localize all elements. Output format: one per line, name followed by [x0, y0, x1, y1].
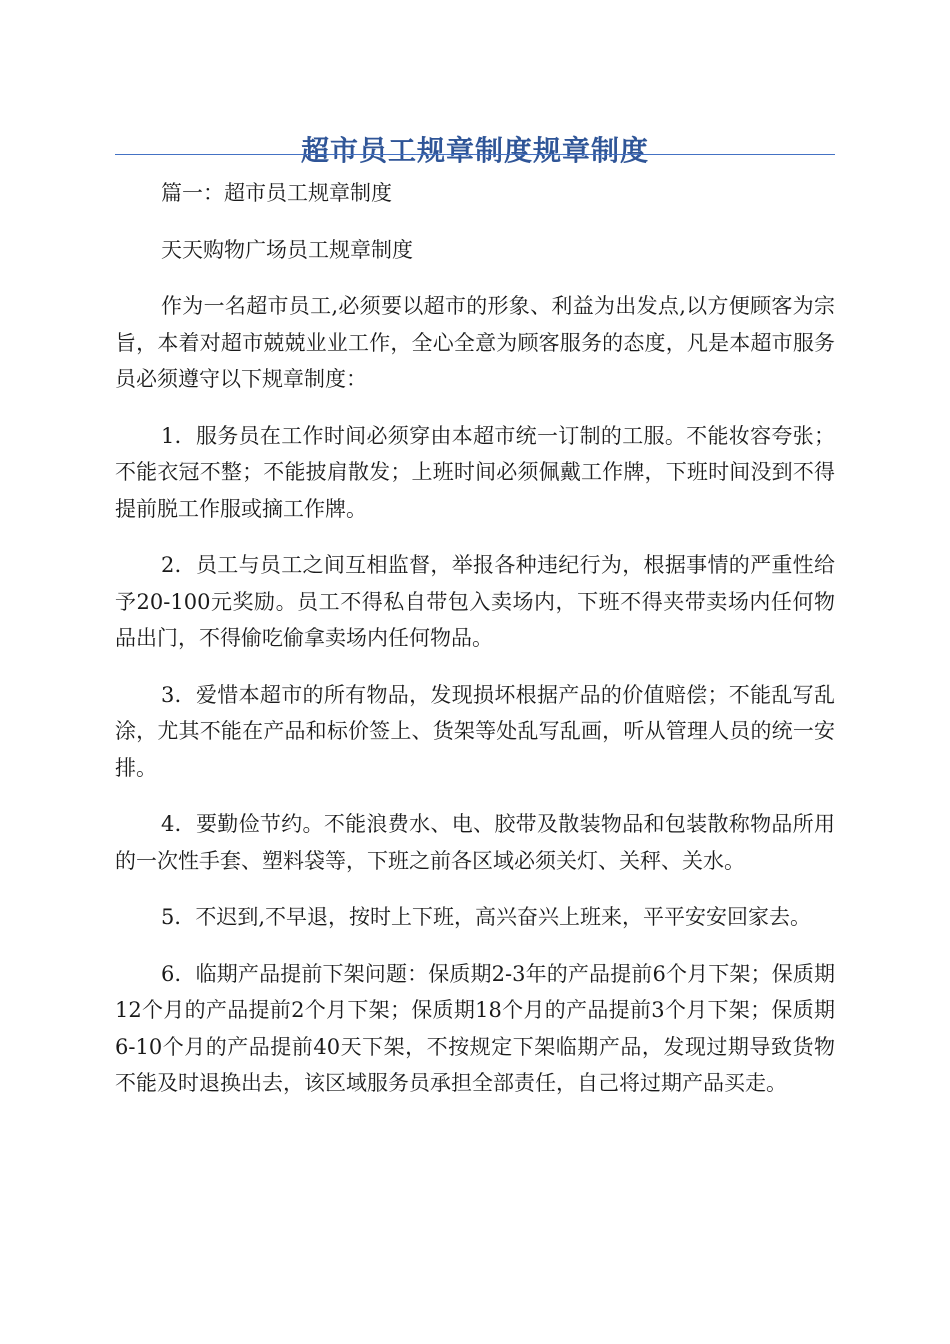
- paragraph-rule-2: 2．员工与员工之间互相监督，举报各种违纪行为，根据事情的严重性给予20-100元奖励。员工不得私自带包入卖场内，下班不得夹带卖场内任何物品出门，不得偷吃偷拿卖场内任何物品。: [115, 553, 835, 650]
- paragraph-store-rules-title: 天天购物广场员工规章制度: [161, 237, 413, 262]
- paragraph-heading-part-one: 篇一：超市员工规章制度: [161, 181, 392, 205]
- paragraph-rule-3: 3．爱惜本超市的所有物品，发现损坏根据产品的价值赔偿；不能乱写乱涂，尤其不能在产品和标价签上、货架等处乱写乱画，听从管理人员的统一安排。: [115, 682, 835, 780]
- paragraph-rule-4: 4．要勤俭节约。不能浪费水、电、胶带及散装物品和包装散称物品所用的一次性手套、塑料袋等，下班之前各区域必须关灯、关秤、关水。: [115, 812, 835, 873]
- paragraph-rule-6: 6．临期产品提前下架问题：保质期2-3年的产品提前6个月下架；保质期12个月的产品提前2个月下架；保质期18个月的产品提前3个月下架；保质期6-10个月的产品提前40天下架，不按规定下架临期产品，发现过期导致货物不能及时退换出去，该区域服务员承担全部责任，自己将过期产品买走。: [115, 961, 835, 1095]
- title-underline: [115, 154, 835, 155]
- paragraph-rule-5: 5．不迟到,不早退，按时上下班，高兴奋兴上班来，平平安安回家去。: [161, 905, 812, 929]
- document-body: [115, 175, 835, 1122]
- paragraph-rule-1: 1．服务员在工作时间必须穿由本超市统一订制的工服。不能妆容夸张；不能衣冠不整；不能披肩散发；上班时间必须佩戴工作牌，下班时间没到不得提前脱工作服或摘工作牌。: [115, 423, 835, 521]
- page-title: 超市员工规章制度规章制度: [300, 133, 649, 167]
- paragraph-intro: 作为一名超市员工,必须要以超市的形象、利益为出发点,以方便顾客为宗旨，本着对超市兢兢业业工作，全心全意为顾客服务的态度，凡是本超市服务员必须遵守以下规章制度：: [115, 294, 835, 391]
